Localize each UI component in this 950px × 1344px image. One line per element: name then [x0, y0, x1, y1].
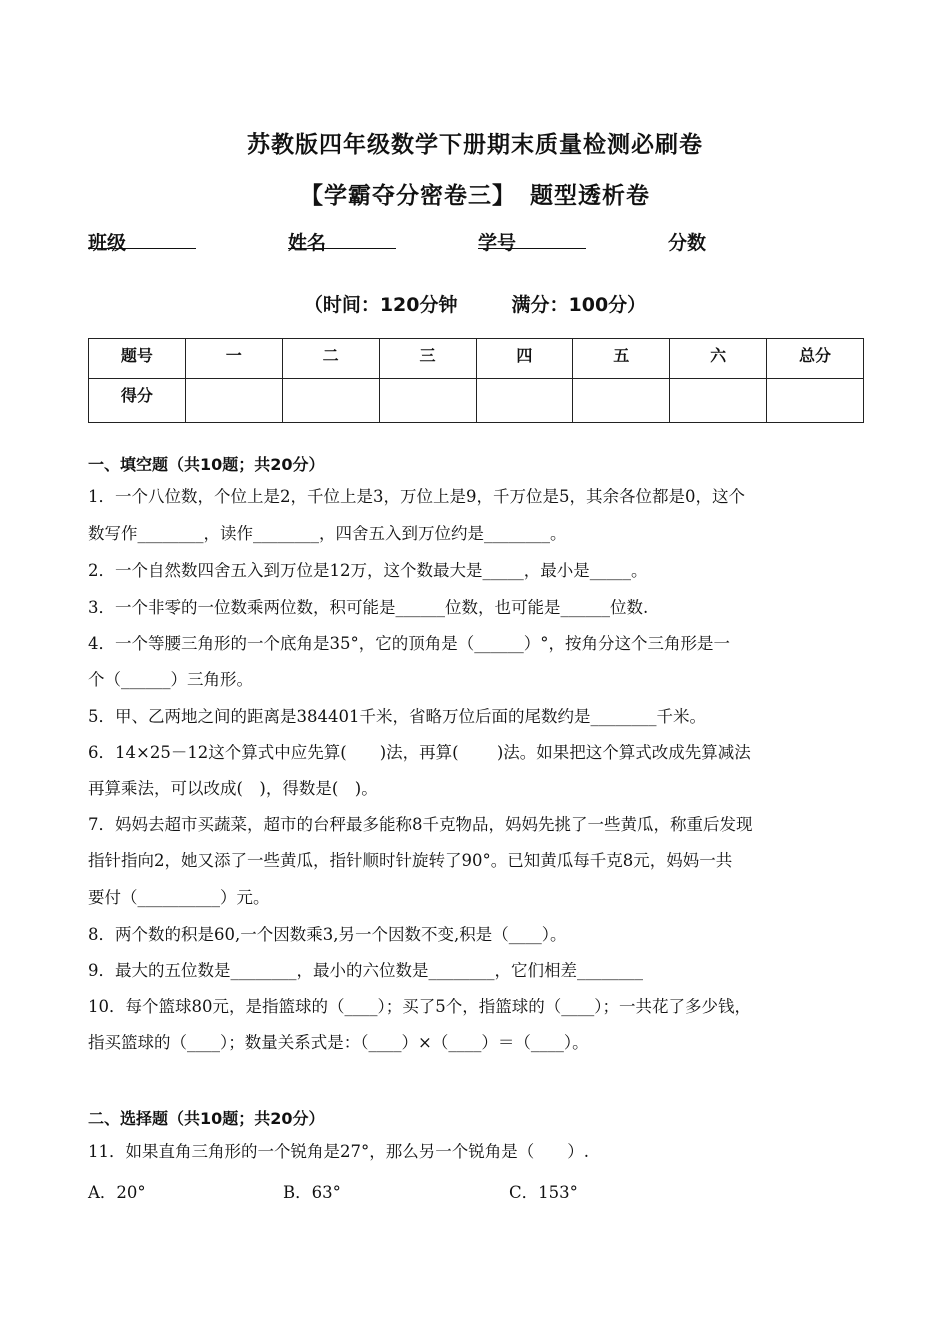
question-line: 7．妈妈去超市买蔬菜，超市的台秤最多能称8千克物品，妈妈先挑了一些黄瓜，称重后发现 [88, 815, 753, 834]
name-label: 姓名 [288, 232, 327, 254]
score-cell[interactable] [379, 379, 476, 423]
number-label: 学号 [478, 232, 517, 254]
score-table-header: 总分 [767, 339, 864, 379]
question-line: 4．一个等腰三角形的一个底角是35°，它的顶角是（______）°，按角分这个三角形是一 [88, 634, 730, 653]
section2-title: 二、选择题（共10题；共20分） [88, 1109, 325, 1128]
score-cell[interactable] [573, 379, 670, 423]
question-line: 数写作________，读作________，四舍五入到万位约是________。 [88, 524, 567, 543]
score-cell[interactable] [670, 379, 767, 423]
question-line: 9．最大的五位数是________，最小的六位数是________，它们相差________ [88, 961, 643, 980]
score-cell[interactable] [282, 379, 379, 423]
score-table-header: 四 [476, 339, 573, 379]
question-line: 3．一个非零的一位数乘两位数，积可能是______位数，也可能是______位数. [88, 598, 649, 617]
subtitle-type: 题型透析卷 [530, 183, 650, 209]
score-table-header: 五 [573, 339, 670, 379]
question-line: 指针指向2，她又添了一些黄瓜，指针顺时针旋转了90°。已知黄瓜每千克8元，妈妈一共 [88, 851, 733, 870]
question-line: 再算乘法，可以改成( )，得数是( )。 [88, 779, 378, 798]
question-line: 10．每个篮球80元，是指篮球的（____）；买了5个，指篮球的（____）；一共花了多少钱， [88, 997, 751, 1016]
question-line: 1．一个八位数，个位上是2，千位上是3，万位上是9，千万位是5，其余各位都是0，这个 [88, 487, 745, 506]
question-line: 6．14×25－12这个算式中应先算( )法，再算( )法。如果把这个算式改成先算减法 [88, 743, 751, 762]
exam-subtitle [0, 177, 950, 210]
question-11: 11．如果直角三角形的一个锐角是27°，那么另一个锐角是（ ）. [88, 1142, 589, 1161]
question-line: 指买篮球的（____）；数量关系式是：（____）×（____）＝（____）。 [88, 1033, 589, 1052]
question-line: 2．一个自然数四舍五入到万位是12万，这个数最大是_____，最小是_____。 [88, 561, 648, 580]
score-label: 分数 [668, 232, 707, 254]
question-line: 8．两个数的积是60,一个因数乘3,另一个因数不变,积是（____）。 [88, 925, 567, 944]
score-table [88, 338, 864, 423]
time-info [0, 290, 950, 317]
score-table-header: 六 [670, 339, 767, 379]
subtitle-tag: 【学霸夺分密卷三】 [300, 183, 516, 209]
score-row-label: 得分 [89, 379, 186, 423]
option-c[interactable]: C．153° [509, 1183, 578, 1202]
full-score: 满分：100分） [511, 294, 647, 316]
section1-title: 一、填空题（共10题；共20分） [88, 455, 325, 474]
number-blank [478, 228, 586, 249]
score-table-header: 二 [282, 339, 379, 379]
time-limit: （时间：120分钟 [303, 294, 458, 316]
score-table-score-row [89, 379, 864, 423]
score-table-header: 三 [379, 339, 476, 379]
option-a[interactable]: A．20° [88, 1183, 146, 1202]
score-cell[interactable] [767, 379, 864, 423]
exam-title: 苏教版四年级数学下册期末质量检测必刷卷 [247, 132, 703, 158]
class-blank [88, 228, 196, 249]
class-label: 班级 [88, 232, 127, 254]
score-cell[interactable] [476, 379, 573, 423]
question-line: 5．甲、乙两地之间的距离是384401千米，省略万位后面的尾数约是________千米。 [88, 707, 706, 726]
name-blank [288, 228, 396, 249]
score-table-header: 一 [185, 339, 282, 379]
question-line: 要付（__________）元。 [88, 888, 270, 907]
score-table-header-row [89, 339, 864, 379]
score-table-header: 题号 [89, 339, 186, 379]
question-line: 个（______）三角形。 [88, 670, 253, 689]
option-b[interactable]: B．63° [283, 1183, 341, 1202]
score-cell[interactable] [185, 379, 282, 423]
